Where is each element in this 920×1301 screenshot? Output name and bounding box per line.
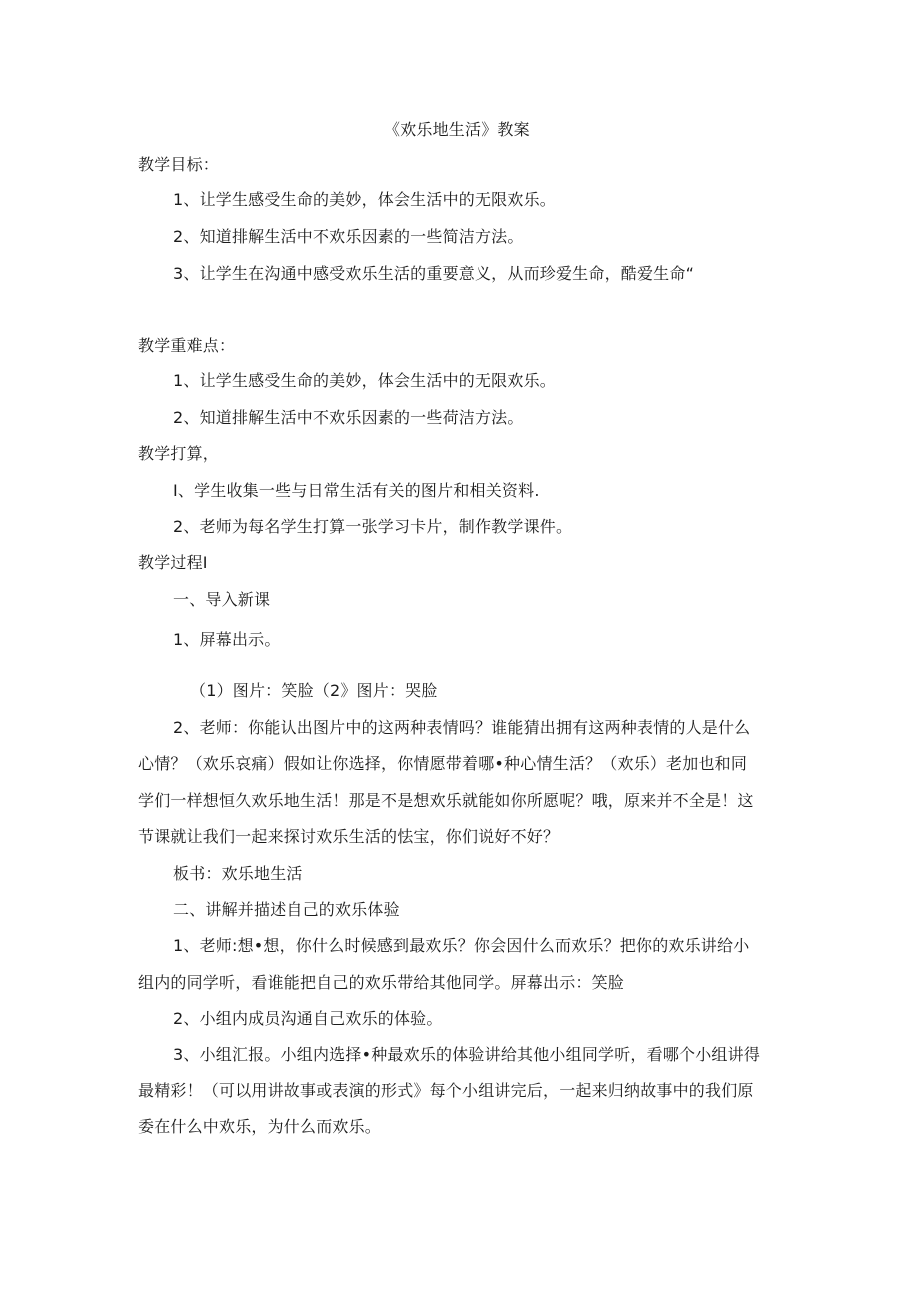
key-point-item: 1、让学生感受生命的美妙，体会生活中的无限欢乐。 <box>173 371 556 390</box>
list-subitem: （1）图片：笑脸（2》图片：哭脸 <box>190 681 438 700</box>
process-heading: 教学过程I <box>138 553 208 572</box>
paragraph-line: 委在什么中欢乐，为什么而欢乐。 <box>138 1117 382 1136</box>
prep-item: 2、老师为每名学生打算一张学习卡片，制作教学课件。 <box>173 517 573 536</box>
paragraph-line: 3、小组汇报。小组内选择•种最欢乐的体验讲给其他小组同学听，看哪个小组讲得 <box>173 1045 761 1064</box>
section-heading: 一、导入新课 <box>173 590 271 609</box>
document-title: 《欢乐地生活》教案 <box>384 120 530 139</box>
key-point-item: 2、知道排解生活中不欢乐因素的一些荷洁方法。 <box>173 408 524 427</box>
paragraph-line: 学们一样想恒久欢乐地生活！那是不是想欢乐就能如你所愿呢？哦，原来并不全是！这 <box>138 791 754 810</box>
section-heading: 二、讲解并描述自己的欢乐体验 <box>173 900 400 919</box>
goal-item: 1、让学生感受生命的美妙，体会生活中的无限欢乐。 <box>173 190 556 209</box>
board-writing: 板书：欢乐地生活 <box>173 864 303 883</box>
prep-item: I、学生收集一些与日常生活有关的图片和相关资料. <box>173 481 540 500</box>
prep-heading: 教学打算， <box>138 444 220 463</box>
goal-item: 2、知道排解生活中不欢乐因素的一些简洁方法。 <box>173 227 524 246</box>
list-item: 1、屏幕出示。 <box>173 630 281 649</box>
goals-heading: 教学目标： <box>138 155 220 174</box>
paragraph-line: 1、老师:想•想，你什么时候感到最欢乐？你会因什么而欢乐？把你的欢乐讲给小 <box>173 936 750 955</box>
key-points-heading: 教学重难点： <box>138 336 236 355</box>
paragraph-line: 2、老师：你能认出图片中的这两种表情吗？谁能猜出拥有这两种表情的人是什么 <box>173 718 751 737</box>
list-item: 2、小组内成员沟通自己欢乐的体验。 <box>173 1009 443 1028</box>
paragraph-line: 心情？（欢乐哀痛）假如让你选择，你情愿带着哪•种心情生活？（欢乐）老加也和同 <box>138 754 748 773</box>
goal-item: 3、让学生在沟通中感受欢乐生活的重要意义，从而珍爱生命，酷爱生命“ <box>173 264 695 283</box>
paragraph-line: 组内的同学听，看谁能把自己的欢乐带给其他同学。屏幕出示：笑脸 <box>138 973 625 992</box>
paragraph-line: 节课就让我们一起来探讨欢乐生活的怯宝，你们说好不好？ <box>138 827 560 846</box>
paragraph-line: 最精彩！（可以用讲故事或表演的形式》每个小组讲完后，一起来归纳故事中的我们原 <box>138 1081 754 1100</box>
